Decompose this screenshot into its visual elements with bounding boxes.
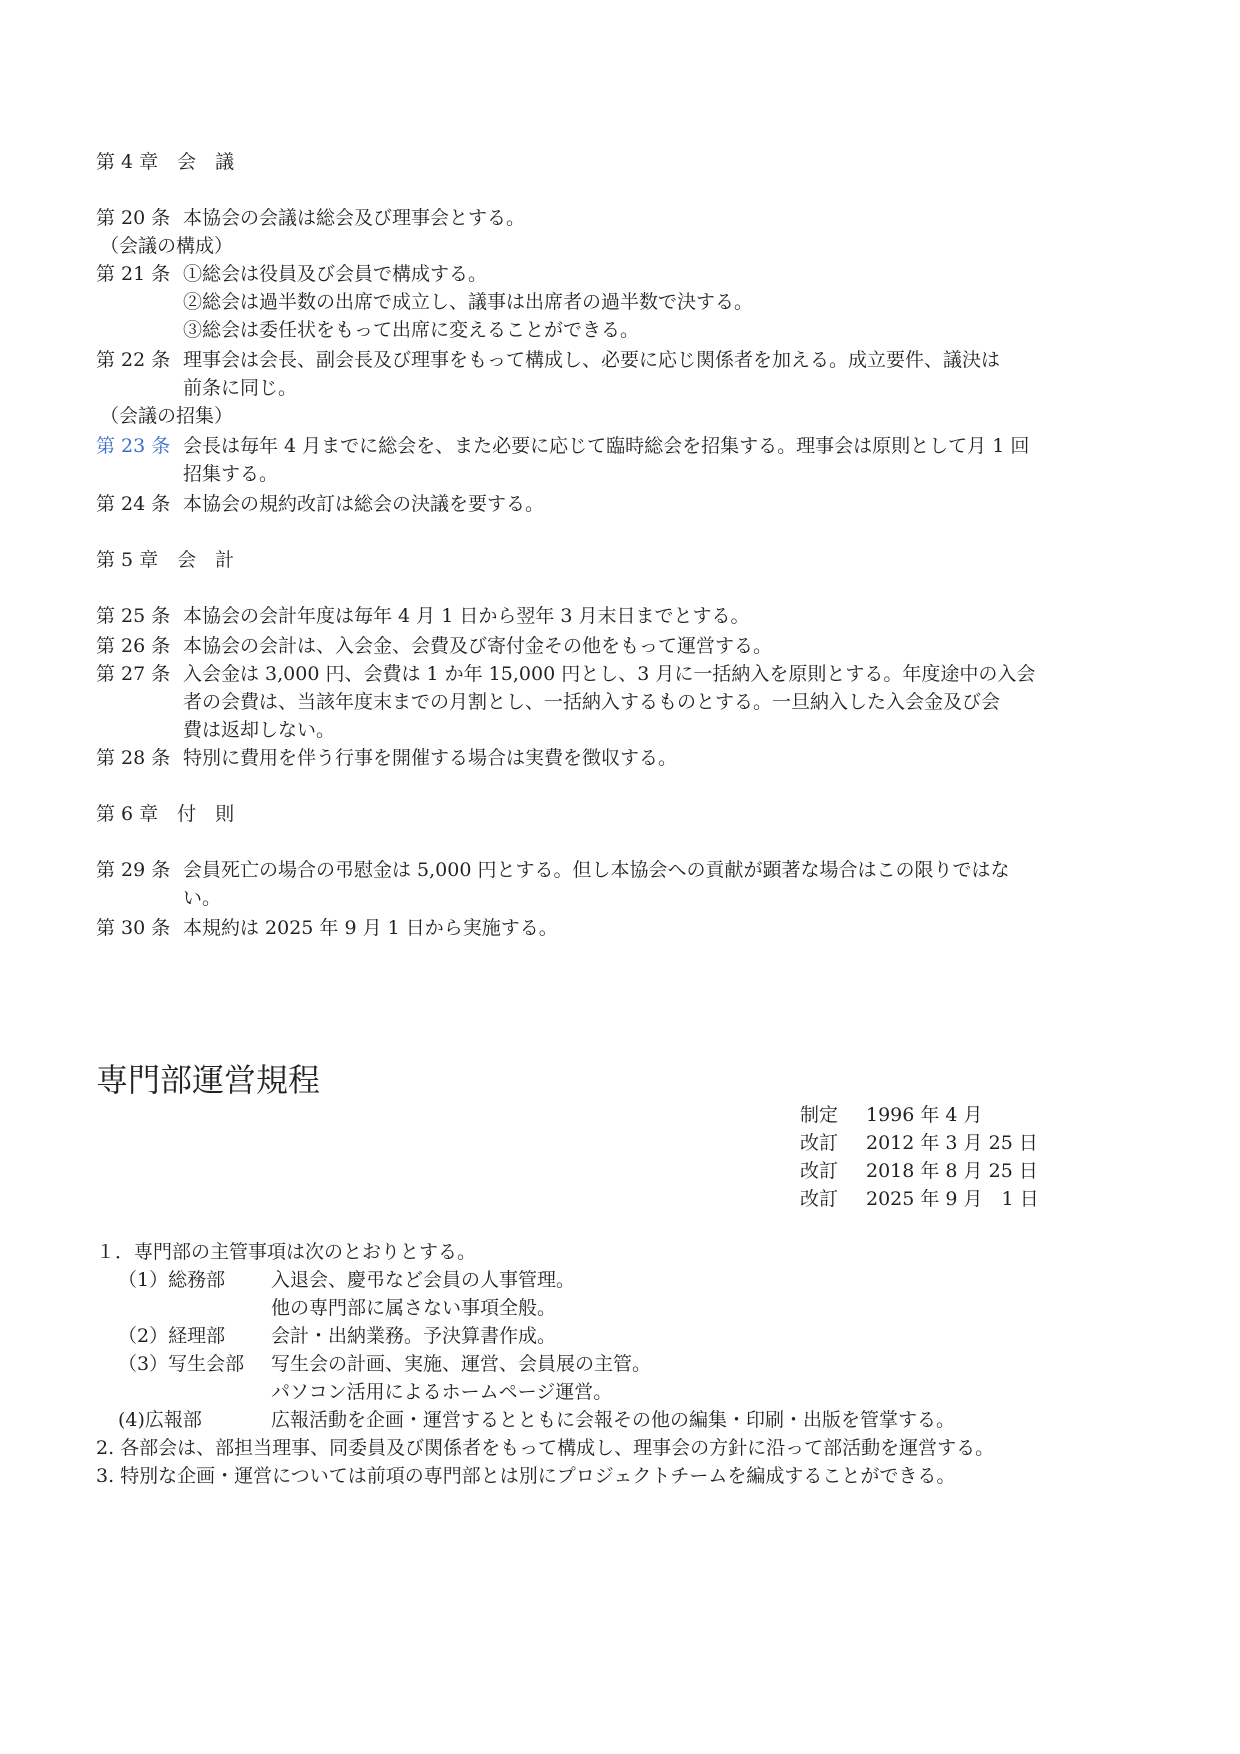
article-text: 本規約は 2025 年 9 月 1 日から実施する。 [183, 917, 558, 939]
article-text: 本協会の会計は、入会金、会費及び寄付金その他をもって運営する。 [183, 635, 773, 657]
article-text: 会員死亡の場合の弔慰金は 5,000 円とする。但し本協会への貢献が顕著な場合はこの限りではな [183, 859, 1010, 881]
history-label: 改訂 [800, 1160, 839, 1182]
history-date: 1996 年 4 月 [866, 1104, 983, 1126]
chapter-4-heading: 第 4 章 会 議 [96, 151, 235, 173]
article-text: 本協会の会計年度は毎年 4 月 1 日から翌年 3 月末日までとする。 [183, 605, 750, 627]
article-text: 者の会費は、当該年度末までの月割とし、一括納入するものとする。一旦納入した入会金及び会 [183, 691, 1001, 713]
article-number: 第 26 条 [96, 635, 171, 657]
article-23-link[interactable]: 第 23 条 [96, 435, 171, 457]
article-number: 第 29 条 [96, 859, 171, 881]
article-text: 会長は毎年 4 月までに総会を、また必要に応じて臨時総会を招集する。理事会は原則として月 1 回 [183, 435, 1030, 457]
article-number: 第 25 条 [96, 605, 171, 627]
rules-title: 専門部運営規程 [96, 1061, 321, 1099]
subheading-meeting-structure: （会議の構成） [100, 235, 234, 257]
article-number: 第 21 条 [96, 263, 171, 285]
article-item: ③総会は委任状をもって出席に変えることができる。 [183, 319, 640, 341]
article-text: 招集する。 [183, 463, 279, 485]
department-duty: 会計・出納業務。予決算書作成。 [271, 1325, 557, 1347]
department-duty: 他の専門部に属さない事項全般。 [271, 1297, 557, 1319]
article-text: い。 [183, 887, 222, 909]
article-number: 第 20 条 [96, 207, 171, 229]
chapter-6-heading: 第 6 章 付 則 [96, 803, 235, 825]
article-text: 入会金は 3,000 円、会費は 1 か年 15,000 円とし、3 月に一括納入を原則とする。年度途中の入会 [183, 663, 1036, 685]
department-duty: 広報活動を企画・運営するとともに会報その他の編集・印刷・出版を管掌する。 [271, 1409, 956, 1431]
article-number: 第 30 条 [96, 917, 171, 939]
history-date: 2012 年 3 月 25 日 [866, 1132, 1038, 1154]
article-item: ②総会は過半数の出席で成立し、議事は出席者の過半数で決する。 [183, 291, 754, 313]
department-name: （2）経理部 [118, 1325, 226, 1347]
history-label: 制定 [800, 1104, 839, 1126]
article-text: 特別に費用を伴う行事を開催する場合は実費を徴収する。 [183, 747, 678, 769]
history-date: 2025 年 9 月 1 日 [866, 1188, 1039, 1210]
rules-item-3: 3. 特別な企画・運営については前項の専門部とは別にプロジェクトチームを編成することができる。 [96, 1465, 956, 1487]
article-number: 第 28 条 [96, 747, 171, 769]
history-label: 改訂 [800, 1132, 839, 1154]
article-item: ①総会は役員及び会員で構成する。 [183, 263, 488, 285]
department-name: (4)広報部 [118, 1409, 202, 1431]
department-name: （3）写生会部 [118, 1353, 245, 1375]
history-label: 改訂 [800, 1188, 839, 1210]
department-name: （1）総務部 [118, 1269, 226, 1291]
rules-item-1: １．専門部の主管事項は次のとおりとする。 [96, 1241, 477, 1263]
article-text: 費は返却しない。 [183, 719, 336, 741]
department-duty: パソコン活用によるホームページ運営。 [271, 1381, 613, 1403]
chapter-5-heading: 第 5 章 会 計 [96, 549, 235, 571]
article-number: 第 27 条 [96, 663, 171, 685]
department-duty: 写生会の計画、実施、運営、会員展の主管。 [271, 1353, 652, 1375]
rules-item-2: 2. 各部会は、部担当理事、同委員及び関係者をもって構成し、理事会の方針に沿って部活動を運営する。 [96, 1437, 995, 1459]
article-number: 第 24 条 [96, 493, 171, 515]
article-text: 理事会は会長、副会長及び理事をもって構成し、必要に応じ関係者を加える。成立要件、議決は [183, 349, 1001, 371]
article-text: 本協会の規約改訂は総会の決議を要する。 [183, 493, 545, 515]
history-date: 2018 年 8 月 25 日 [866, 1160, 1038, 1182]
article-text: 前条に同じ。 [183, 377, 298, 399]
department-duty: 入退会、慶弔など会員の人事管理。 [271, 1269, 576, 1291]
subheading-meeting-convene: （会議の招集） [100, 405, 234, 427]
article-text: 本協会の会議は総会及び理事会とする。 [183, 207, 526, 229]
article-number: 第 22 条 [96, 349, 171, 371]
